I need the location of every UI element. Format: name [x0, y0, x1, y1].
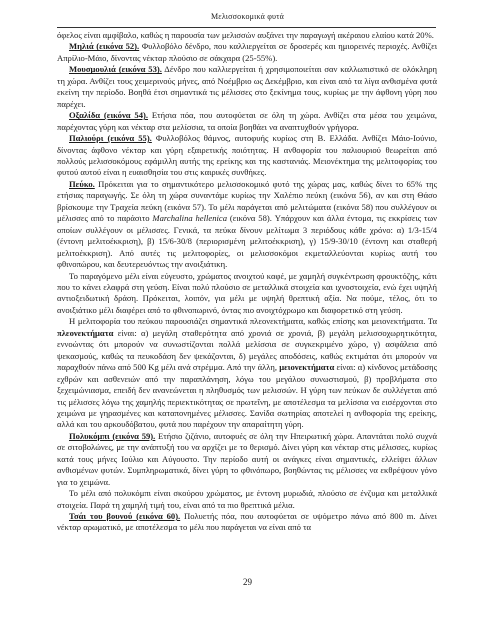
emphasis-disadvantages: μειονεκτήματα	[279, 362, 335, 373]
header-divider	[57, 27, 436, 28]
entry-oxalida: Οξαλίδα (εικόνα 54). Ετήσια πόα, που αυτοφύεται σε όλη τη χώρα. Ανθίζει στα μέσα του χειμώνα, παρέχοντας γύρη και νέκταρ στα μελίσσια, τα οποία βοηθάει να αναπτυχθούν γρήγορα.	[57, 110, 438, 132]
entry-heading: Τσάι του βουνού (εικόνα 60).	[69, 511, 181, 522]
entry-heading: Μηλιά (εικόνα 52).	[69, 41, 140, 52]
entry-polykompi: Πολυκόμπι (εικόνα 59). Ετήσιο ζιζάνιο, αυτοφυές σε όλη την Ηπειρωτική χώρα. Απαντάται πολύ συχνά σε σιτοβολώνες, με την ανάπτυξή του να αρχίζει με το θερισμό. Δίνει γύρη και νέκταρ στις μέλισσες, κυρίως κατά τους μήνες Ιούλιο και Αύγουστο. Την περίοδο αυτή οι ανάγκες είναι σημαντικές, ελλείψει άλλων ανθισμένων φυτών. Συμπληρωματικά, δίνει γύρη το φθινόπωρο, βοηθώντας τις μέλισσες να εκθρέψουν γόνο για το χειμώνα.	[57, 430, 437, 487]
entry-paliouri: Παλιούρι (εικόνα 55). Φυλλοβόλος θάμνος, αυτοφυής κυρίως στη Β. Ελλάδα. Ανθίζει Μάιο-Ιούνιο, δίνοντας άφθονο νέκταρ και γύρη εξαιρετικής ποιότητας. Η ανθοφορία του παλιουριού θεωρείται από πολλούς μελισσοκόμους εφάμιλλη αυτής της ερείκης και της καστανιάς. Μειονέκτημα της μελιτοφορίας του φυτού αυτού είναι η ευαισθησία του στις καιρικές συνθήκες.	[57, 133, 438, 178]
entry-heading: Πεύκο.	[69, 178, 95, 189]
entry-heading: Παλιούρι (εικόνα 55).	[69, 133, 152, 144]
paragraph-pros-cons: Η μελιτοφορία του πεύκου παρουσιάζει σημαντικά πλεονεκτήματα, καθώς επίσης και μειονεκτήματα. Τα πλεονεκτήματα είναι: α) μεγάλη σταθερότητα από χρονιά σε χρονιά, β) μεγάλη μελισσοχωρητικότητα, εννοώντας ότι μπορούν να συνωστίζονται πολλά μελίσσια σε συγκεκριμένο χώρο, γ) ασφάλεια από ψεκασμούς, καθώς τα πευκοδάση δεν ψεκάζονται, δ) μεγάλες αποδόσεις, καθώς εκτιμάται ότι μπορούν να παραχθούν πάνω από 500 Kg μέλι ανά στρέμμα. Από την άλλη, μειονεκτήματα είναι: α) κίνδυνος μετάδοσης εχθρών και ασθενειών από την παραπλάνηση, λόγω του μεγάλου συνωστισμού, β) προβλήματα στο ξεχειμώνιασμα, επειδή δεν ανανεώνεται η πληθυσμός των μελισσών. Η γύρη των πεύκων δε συλλέγεται από τις μέλισσες λόγω της χαμηλής περιεκτικότητας σε πρωτεΐνη, με αποτέλεσμα τα μελίσσια να εισέρχονται στο χειμώνα με γηρασμένες και καταπονημένες μέλισσες. Σανίδα σωτηρίας αποτελεί η ανθοφορία της ερείκης, αλλά και του αρκουδόβατου, φυτά που παρέχουν την απαραίτητη γύρη.	[57, 316, 438, 430]
paragraph-pine-honey: Το παραγόμενο μέλι είναι εύγευστο, χρώματος ανοιχτού καφέ, με χαμηλή συγκέντρωση φρουκτόζης, κάτι που το κάνει ελαφρά στη γεύση. Είναι πολύ πλούσιο σε μεταλλικά στοιχεία και ιχνοστοιχεία, ενώ έχει υψηλή αντιοξειδωτική δράση. Πρόκειται, λοιπόν, για μέλι με υψηλή θρεπτική αξία. Να πούμε, τέλος, ότι το ανοιξιάτικο μέλι διαφέρει από το φθινοπωρινό, όντας πιο ανοιχτόχρωμο και διαφορετικό στη γεύση.	[57, 270, 437, 315]
entry-heading: Πολυκόμπι (εικόνα 59).	[69, 430, 156, 441]
latin-species-name: Marchalina hellenica	[152, 213, 227, 224]
entry-milia: Μηλιά (εικόνα 52). Φυλλοβόλο δένδρο, που καλλιεργείται σε δροσερές και ημιορεινές περιοχές. Ανθίζει Απρίλιο-Μάιο, δίνοντας νέκταρ πλούσιο σε σάκχαρα (25-55%).	[57, 41, 437, 63]
running-header: Μελισσοκομικά φυτά	[210, 12, 285, 21]
entry-tsai-vounou: Τσάι του βουνού (εικόνα 60). Πολυετής πόα, που αυτοφύεται σε υψόμετρο πάνω από 800 m. Δίνει νέκταρ αρωματικό, με αποτέλεσμα το μέλι που παράγεται να είναι από τα	[57, 511, 437, 533]
paragraph-polykompi-honey: Το μέλι από πολυκόμπι είναι σκούρου χρώματος, με έντονη μυρωδιά, πλούσιο σε ένζυμα και μεταλλικά στοιχεία. Παρά τη χαμηλή τιμή του, είναι από τα πιο θρεπτικά μέλια.	[57, 488, 437, 510]
emphasis-advantages: πλεονεκτήματα	[57, 327, 114, 338]
paragraph-continuation: όφελος είναι αμφίβαλο, καθώς η παρουσία των μελισσών αυξάνει την παραγωγή ακέραιου ελαίου κατά 20%.	[57, 30, 434, 40]
entry-pefko: Πεύκο. Πρόκειται για το σημαντικότερο μελισσοκομικό φυτό της χώρας μας, καθώς δίνει το 65% της ετήσιας παραγωγής. Σε όλη τη χώρα συναντάμε κυρίως την Χαλέπιο πεύκη (εικόνα 56), αν και στη Θάσο βρίσκουμε την Τραχεία πεύκη (εικόνα 57). Το μέλι παράγεται από μελιτώματα (εικόνα 58) που συλλέγουν οι μέλισσες από το παράσιτο Marchalina hellenica (εικόνα 58). Υπάρχουν και άλλα έντομα, τις εκκρίσεις των οποίων συλλέγουν οι μέλισσες. Γενικά, τα πεύκα δίνουν μελίτωμα 3 περιόδους κάθε χρόνο: α) 1/3-15/4 (έντονη μελιτοέκκριση), β) 15/6-30/8 (περιορισμένη μελιτοέκκριση), γ) 15/9-30/10 (έντονη και σταθερή μελιτοέκκριση). Από αυτές τις μελιτοφορίες, οι μελισσοκόμοι εκμεταλλεύονται κυρίως αυτή του φθινοπώρου, και δευτερευόντως την ανοιξιάτικη.	[57, 178, 437, 270]
page-number: 29	[243, 577, 252, 587]
entry-heading: Οξαλίδα (εικόνα 54).	[69, 110, 149, 121]
entry-heading: Μουσμουλιά (εικόνα 53).	[69, 64, 162, 75]
body-text	[57, 30, 437, 534]
entry-mousmoulia: Μουσμουλιά (εικόνα 53). Δένδρο που καλλιεργείται ή χρησιμοποιείται σαν καλλωπιστικό σε ολόκληρη τη χώρα. Ανθίζει τους χειμερινούς μήνες, από Νοέμβριο ως Δεκέμβριο, και είναι από τα λίγα ανθισμένα φυτά εκείνη την περίοδο. Βοηθά έτσι σημαντικά τις μέλισσες στο ξεκίνημα τους, κυρίως με την άφθονη γύρη που παρέχει.	[57, 64, 437, 109]
